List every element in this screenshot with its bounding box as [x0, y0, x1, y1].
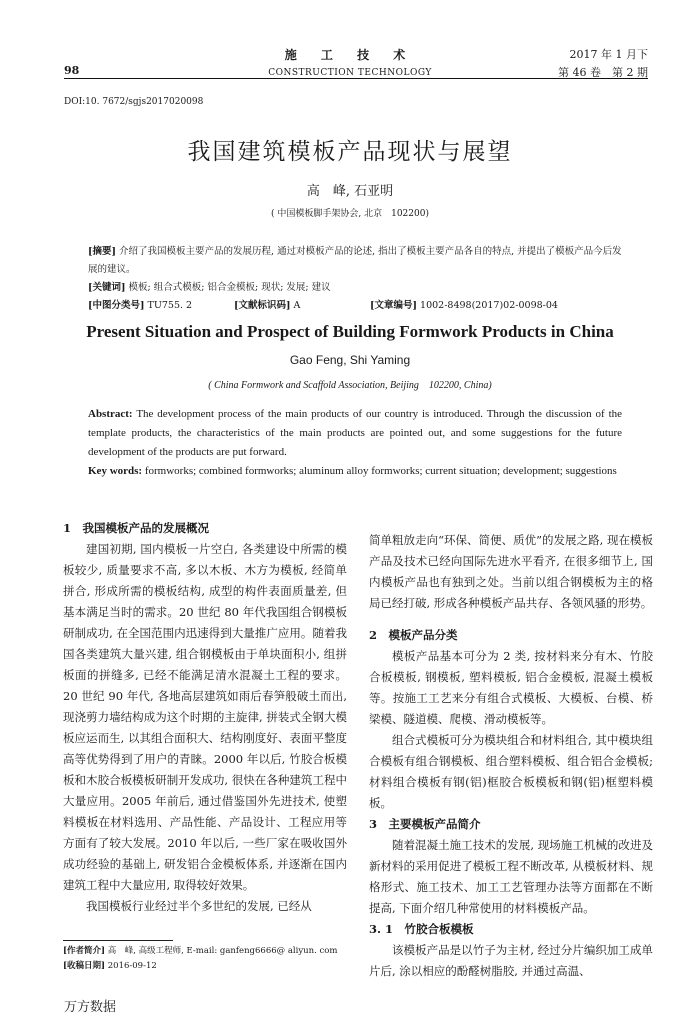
cn-abstract-label: [摘要]: [88, 246, 116, 257]
issue-volume: 第 46 卷 第 2 期: [558, 66, 648, 79]
en-abstract-block: [88, 405, 622, 481]
article-no-label: [文章编号]: [370, 300, 417, 311]
paragraph-1: 建国初期, 国内模板一片空白, 各类建设中所需的模板较少, 质量要求不高, 多以木板、木方为模板, 经简单拼合, 形成所需的模板结构, 成型的构件表面质量差, 但基本满足当时的需求。20 世纪 80 年代我国组合钢模板研制成功, 在全国范围内迅速得到大量推广应用。随着我国各类建筑大量兴建, 组合钢模板由于单块面积小, 组拼板面的拼缝多, 已经不能满足清水混凝土工程的要求。20 世纪 90 年代, 各地高层建筑如雨后春笋般破土而出, 现浇剪力墙结构成为这个时期的主旋律, 拼装式全钢大模板应运而生, 以其组合面积大、结构刚度好、表面平整度高等优势得到了用户的青睐。2000 年以后, 竹胶合板模板和木胶合板模板研制开发成功, 很快在各种建筑工程中大量应用。2005 年前后, 通过借鉴国外先进技术, 使塑料模板在材料选用、产品性能、产品设计、工程应用等方面有了较大发展。2010 年以后, 一些厂家在吸收国外成功经验的基础上, 研发铝合金模板体系, 并逐渐在国内建筑工程中大量应用, 取得较好效果。: [63, 542, 347, 892]
section-1-heading: 1 我国模板产品的发展概况: [63, 521, 210, 535]
clc-label: [中图分类号]: [88, 300, 145, 311]
footnote-author-label: [作者简介]: [63, 946, 106, 956]
doc-code-value: A: [293, 300, 301, 311]
cn-abstract-text: 介绍了我国模板主要产品的发展历程, 通过对模板产品的论述, 指出了模板主要产品各自的特点, 并提出了模板产品今后发展的建议。: [88, 246, 622, 275]
watermark: 万方数据: [64, 1000, 117, 1015]
cn-abstract: [88, 243, 622, 279]
body-right-column: [369, 518, 653, 982]
article-no-value: 1002-8498(2017)02-0098-04: [420, 300, 558, 311]
footnote-date-label: [收稿日期]: [63, 961, 106, 971]
journal-header: [230, 46, 470, 78]
en-abstract-text: The development process of the main products of our country is introduced. Through the discussion of the template products, the characteristics of the main products are pointed out, and some suggestions for the future development of the products are put forward.: [88, 408, 623, 458]
doi: DOI:10. 7672/sgjs2017020098: [64, 97, 204, 107]
cn-authors: 高 峰, 石亚明: [306, 184, 394, 199]
paragraph-2-start: 我国模板行业经过半个多世纪的发展, 已经从: [86, 899, 312, 913]
paragraph-3: 模板产品基本可分为 2 类, 按材料来分有木、竹胶合板模板, 钢模板, 塑料模板, 铝合金模板, 混凝土模板等。按施工工艺来分有组合式模板、大模板、台模、桥梁模、隧道模、爬模、滑动模板等。: [369, 649, 653, 726]
journal-name-cn: 施 工 技 术: [284, 48, 416, 62]
en-keywords-label: Key words:: [88, 465, 143, 477]
issue-date: 2017 年 1 月下: [569, 48, 648, 61]
footnote-rule: [63, 940, 173, 941]
cn-keywords-label: [关键词]: [88, 282, 126, 293]
footnote: [63, 944, 337, 974]
en-keywords: [88, 462, 622, 481]
journal-name-en: CONSTRUCTION TECHNOLOGY: [268, 68, 432, 78]
cn-title: 我国建筑模板产品现状与展望: [187, 139, 513, 165]
en-affiliation: ( China Formwork and Scaffold Association, Beijing 102200, China): [208, 380, 492, 391]
en-authors: Gao Feng, Shi Yaming: [289, 353, 411, 367]
footnote-author-text: 高 峰, 高级工程师, E-mail: ganfeng6666@ aliyun. com: [107, 946, 338, 956]
cn-affiliation: ( 中国模板脚手架协会, 北京 102200): [271, 209, 429, 219]
footnote-author: [63, 944, 337, 959]
cn-keywords-text: 模板; 组合式模板; 铝合金模板; 现状; 发展; 建议: [128, 282, 331, 293]
en-abstract-label: Abstract:: [88, 408, 133, 420]
section-2-heading: 2 模板产品分类: [369, 628, 458, 642]
cn-keywords: [88, 279, 622, 297]
paragraph-6: 该模板产品是以竹子为主材, 经过分片编织加工成单片后, 涂以相应的酚醛树脂胶, 并通过高温、: [369, 943, 653, 978]
en-abstract: [88, 405, 622, 462]
clc-value: TU755. 2: [147, 300, 193, 311]
header-rule: [64, 78, 648, 79]
en-title: Present Situation and Prospect of Building Formwork Products in China: [86, 322, 614, 341]
section-3-heading: 3 主要模板产品简介: [369, 817, 481, 831]
en-keywords-text: formworks; combined formworks; aluminum alloy formworks; current situation; development; suggestions: [144, 465, 617, 477]
paragraph-2-continued: 简单粗放走向“环保、简便、质优”的发展之路, 现在模板产品及技术已经向国际先进水平看齐, 在很多细节上, 国内模板产品也有独到之处。当前以组合钢模板为主的格局已经打破, 形成各种模板产品共存、各领风骚的形势。: [369, 532, 653, 610]
body-left-column: [63, 518, 347, 917]
cn-classification-row: [88, 297, 622, 315]
section-3-1-heading: 3. 1 竹胶合板模板: [369, 922, 474, 936]
footnote-date-text: 2016-09-12: [107, 961, 157, 971]
doc-code-label: [文献标识码]: [234, 300, 291, 311]
paragraph-4: 组合式模板可分为模块组合和材料组合, 其中模块组合模板有组合钢模板、组合塑料模板、组合铝合金模板; 材料组合模板有钢(铝)框胶合板模板和钢(铝)框塑料模板。: [369, 733, 653, 810]
footnote-date: [63, 959, 337, 974]
paragraph-5: 随着混凝土施工技术的发展, 现场施工机械的改进及新材料的采用促进了模板工程不断改革, 从模板材料、规格形式、施工技术、加工工艺管理办法等方面都在不断提高, 下面介绍几种常使用的材料模板产品。: [369, 838, 653, 915]
issue-info: [558, 46, 648, 82]
cn-abstract-block: [88, 243, 622, 315]
page-number: 98: [64, 64, 80, 77]
